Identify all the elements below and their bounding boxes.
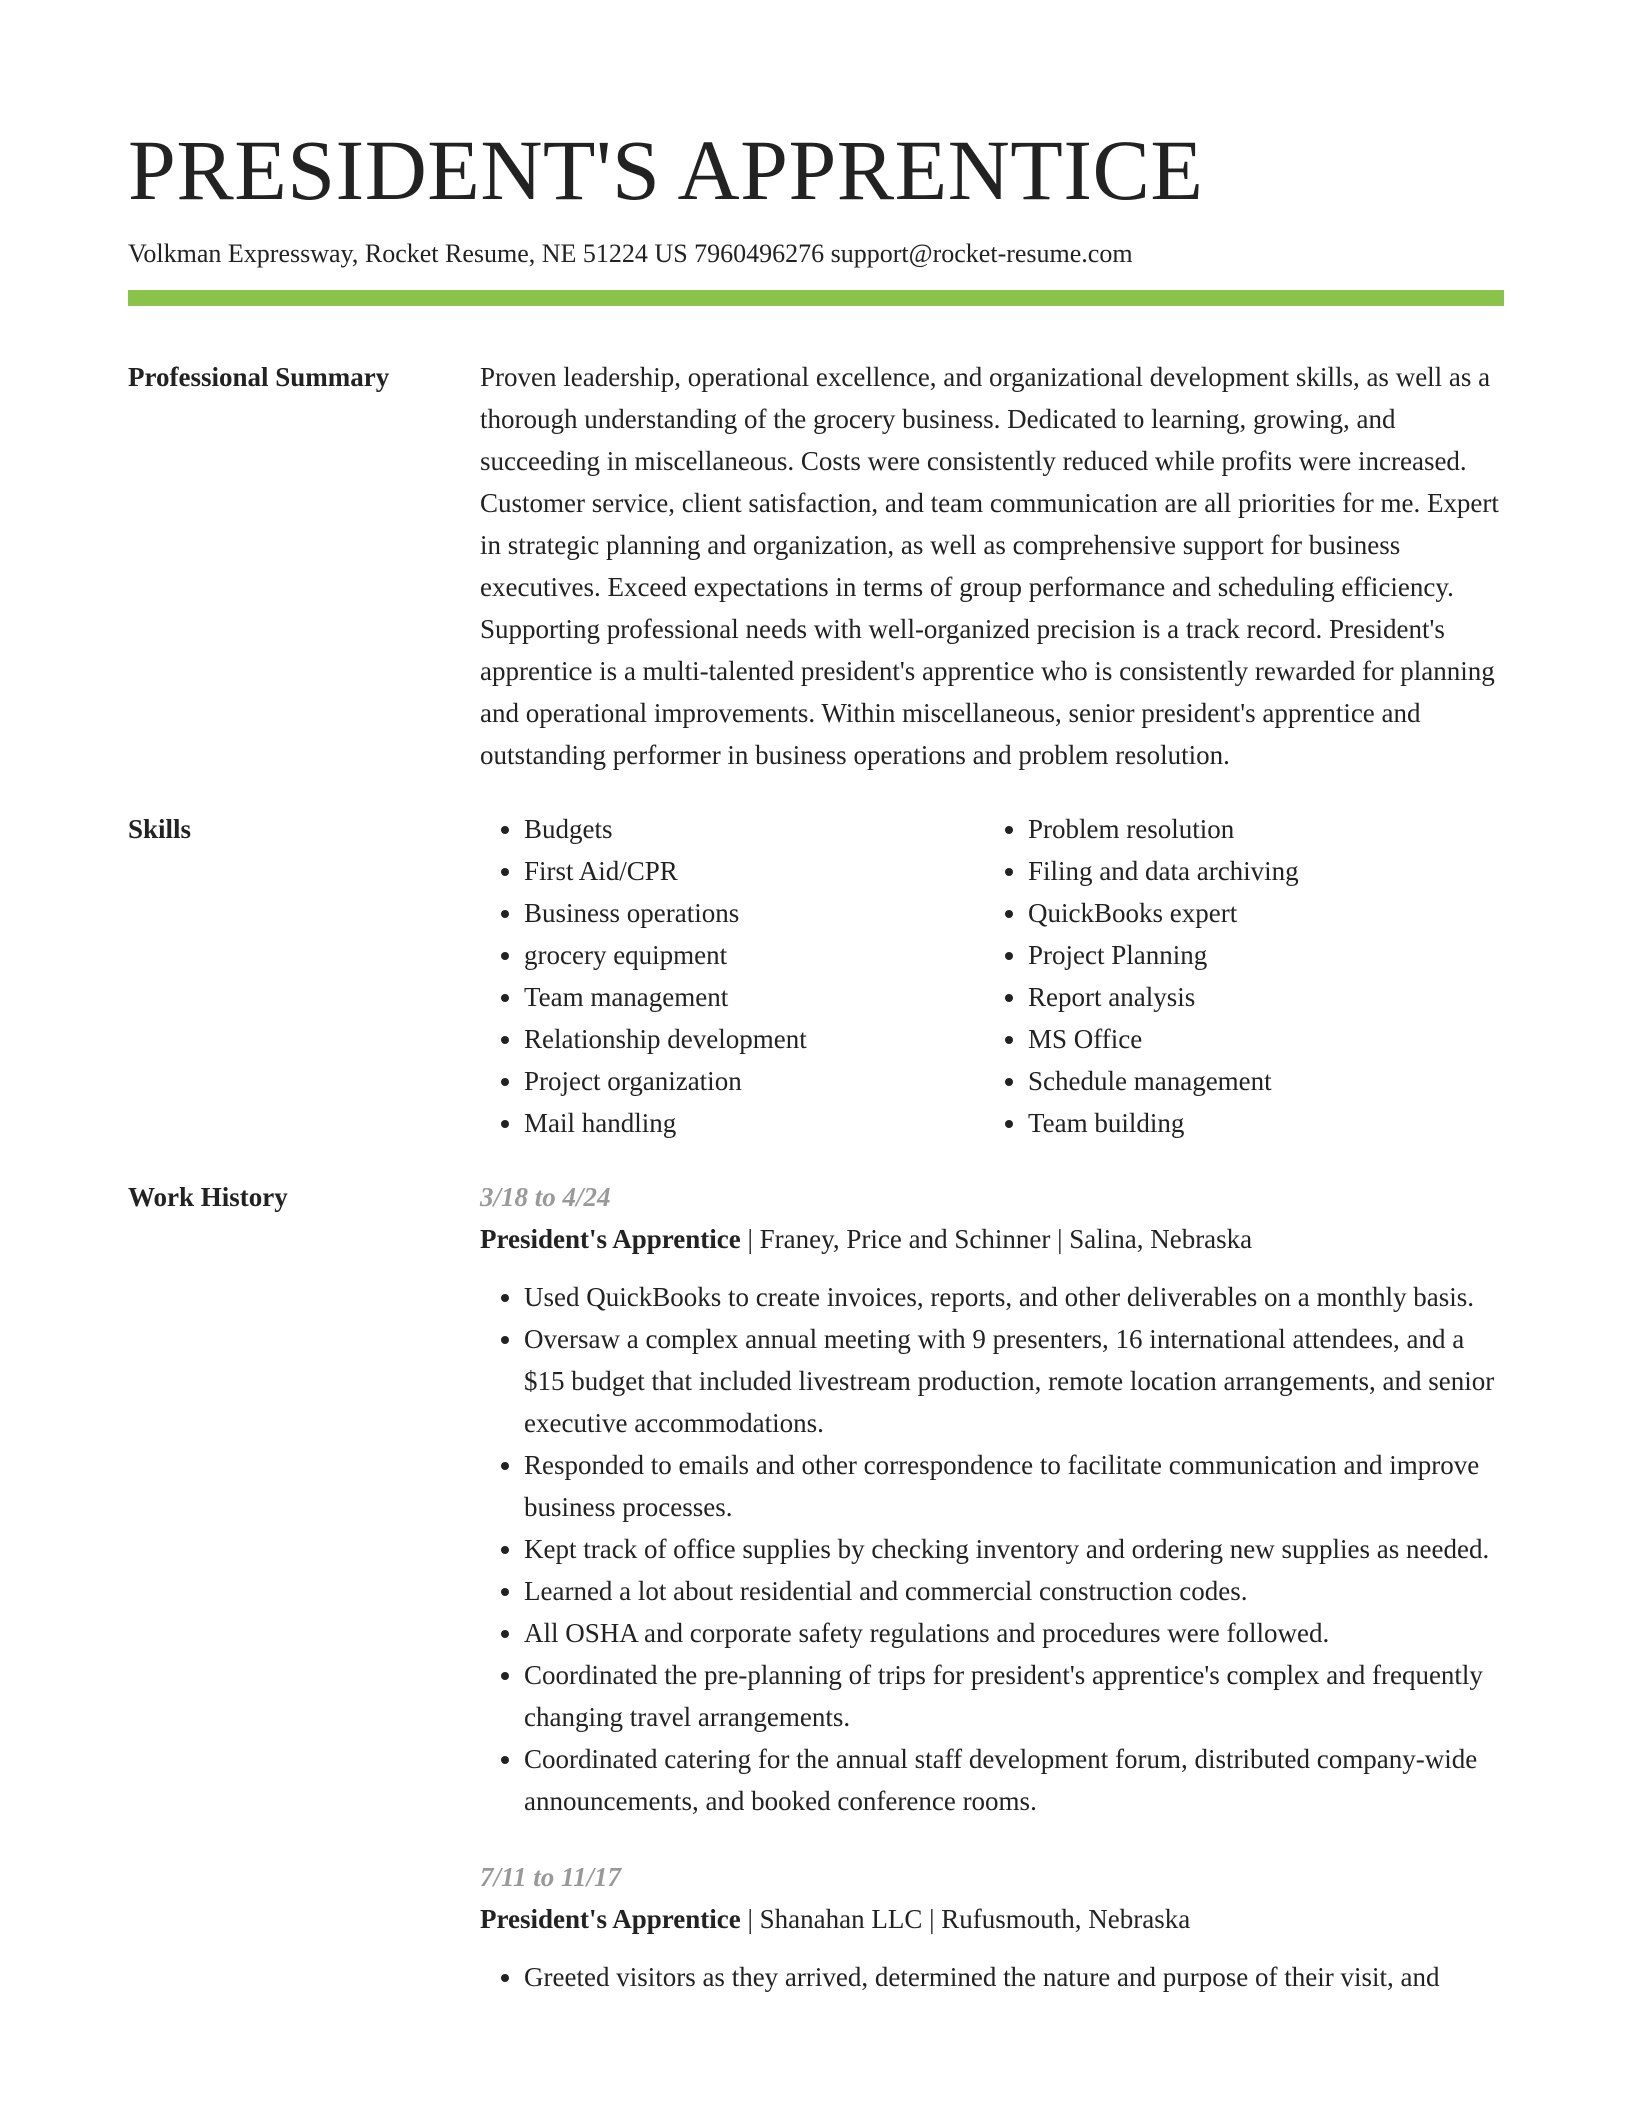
summary-text: Proven leadership, operational excellence, and organizational development skills, as well as a thorough understanding of the grocery business. Dedicated to learning, growing, and succeeding in miscellaneous. Costs were consistently reduced while profits were increased. Customer service, client satisfaction, and team communication are all priorities for me. Expert in strategic planning and organization, as well as comprehensive support for business executives. Exceed expectations in terms of group performance and scheduling efficiency. Supporting professional needs with well-organized precision is a track record. President's apprentice is a multi-talented president's apprentice who is consistently rewarded for planning and operational improvements. Within miscellaneous, senior president's apprentice and outstanding performer in business operations and problem resolution. [480,362,1499,770]
section-heading-work-history: Work History [128,1182,288,1212]
responsibility-item: • Coordinated catering for the annual staff development forum, distributed company-wide announcements, and booked conference rooms. [524,1738,1504,1822]
job-responsibilities [480,1276,1504,1822]
skill-item: • First Aid/CPR [524,850,984,892]
skill-item: • Team management [524,976,984,1018]
skill-item: • Project Planning [1028,934,1488,976]
contact-info: Volkman Expressway, Rocket Resume, NE 51224 US 7960496276 support@rocket-resume.com [128,239,1133,268]
job-title: President's Apprentice [480,1224,741,1254]
job-responsibilities [480,1956,1504,1998]
skills-section [128,808,1504,1144]
responsibility-item: • All OSHA and corporate safety regulations and procedures were followed. [524,1612,1504,1654]
work-history-body [480,1176,1504,1998]
header-divider [128,290,1504,306]
skill-item: • QuickBooks expert [1028,892,1488,934]
responsibility-item: • Kept track of office supplies by checking inventory and ordering new supplies as needed. [524,1528,1504,1570]
job-entry [480,1176,1504,1822]
skill-item: • Relationship development [524,1018,984,1060]
responsibility-item: • Responded to emails and other correspondence to facilitate communication and improve business processes. [524,1444,1504,1528]
skill-item: • Project organization [524,1060,984,1102]
skills-list-right [984,808,1488,1144]
professional-summary-section [128,356,1504,776]
skill-item: • MS Office [1028,1018,1488,1060]
skills-columns [480,808,1504,1144]
skill-item: • Schedule management [1028,1060,1488,1102]
job-employer-location: | Franey, Price and Schinner | Salina, Nebraska [740,1224,1253,1254]
section-heading-skills: Skills [128,814,192,844]
responsibility-item: • Greeted visitors as they arrived, determined the nature and purpose of their visit, and [524,1956,1504,1998]
job-employer-location: | Shanahan LLC | Rufusmouth, Nebraska [740,1904,1191,1934]
skills-list-left [480,808,984,1144]
responsibility-item: • Coordinated the pre-planning of trips for president's apprentice's complex and frequently changing travel arrangements. [524,1654,1504,1738]
skill-item: • Problem resolution [1028,808,1488,850]
skills-body [480,808,1504,1144]
skill-item: • Business operations [524,892,984,934]
job-heading [480,1218,1504,1260]
candidate-name: PRESIDENT'S APPRENTICE [128,122,1204,218]
job-heading [480,1898,1504,1940]
skill-item: • Budgets [524,808,984,850]
skill-item: • Team building [1028,1102,1488,1144]
responsibility-item: • Learned a lot about residential and commercial construction codes. [524,1570,1504,1612]
responsibility-item: • Used QuickBooks to create invoices, reports, and other deliverables on a monthly basis. [524,1276,1504,1318]
job-dates: 7/11 to 11/17 [480,1862,622,1892]
work-history-section [128,1176,1504,1998]
job-title: President's Apprentice [480,1904,741,1934]
responsibility-item: • Oversaw a complex annual meeting with 9 presenters, 16 international attendees, and a $15 budget that included livestream production, remote location arrangements, and senior executive accommodations. [524,1318,1504,1444]
section-heading-summary: Professional Summary [128,362,390,392]
resume-page [128,120,1504,1998]
job-dates: 3/18 to 4/24 [480,1182,611,1212]
skill-item: • Filing and data archiving [1028,850,1488,892]
skill-item: • grocery equipment [524,934,984,976]
job-entry [480,1856,1504,1998]
skill-item: • Mail handling [524,1102,984,1144]
skill-item: • Report analysis [1028,976,1488,1018]
